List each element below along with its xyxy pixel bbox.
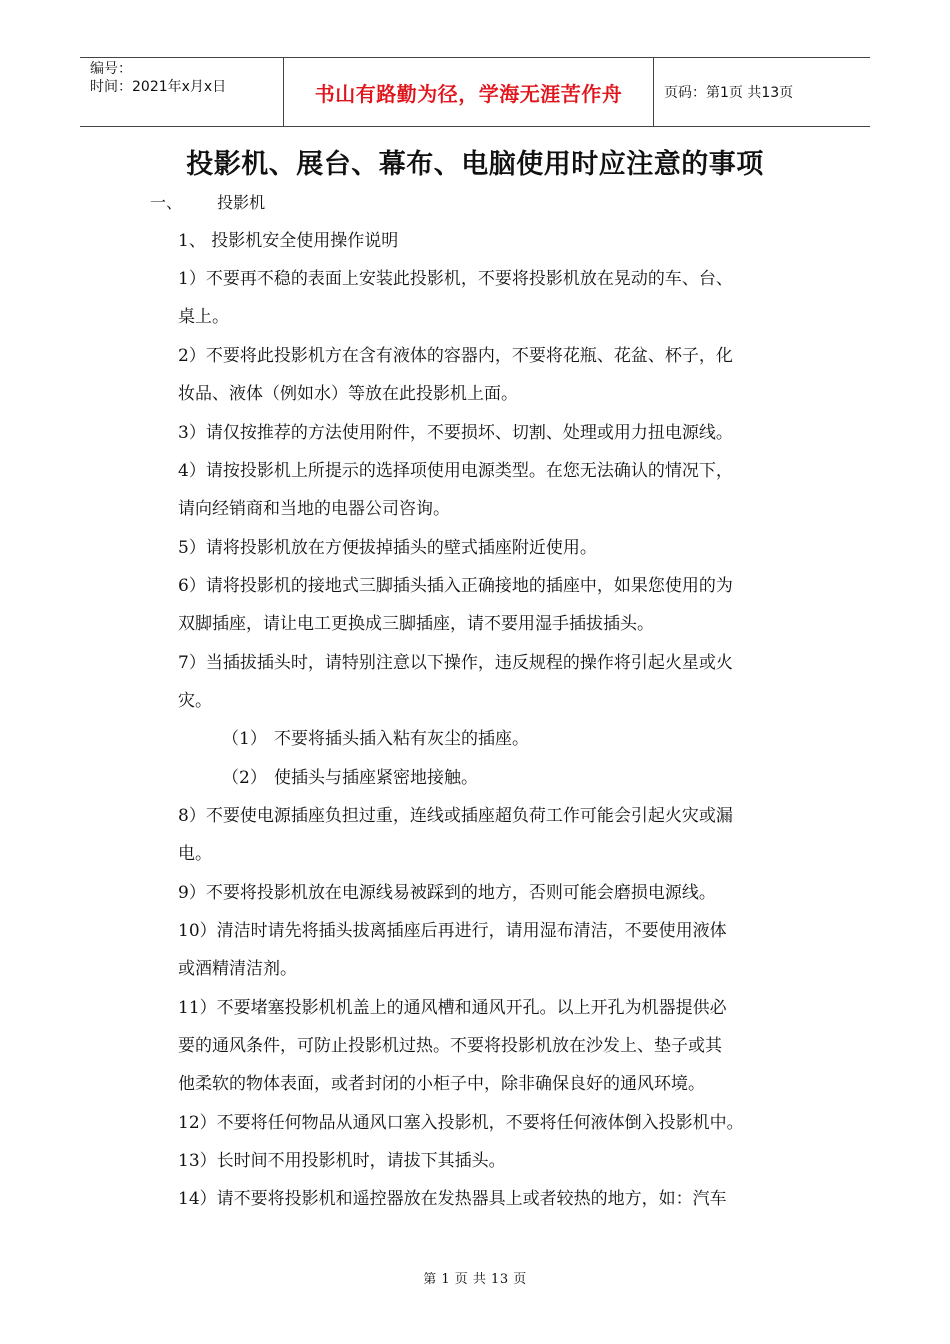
text-line: 9）不要将投影机放在电源线易被踩到的地方，否则可能会磨损电源线。 (178, 883, 716, 903)
page-footer: 第 1 页 共 13 页 (423, 1272, 527, 1287)
text-line: 或酒精清洁剂。 (178, 959, 297, 979)
text-line: 双脚插座，请让电工更换成三脚插座，请不要用湿手插拔插头。 (178, 614, 654, 634)
page-header (80, 57, 870, 127)
text-line: 5）请将投影机放在方便拔掉插头的壁式插座附近使用。 (178, 538, 597, 558)
text-line: 14）请不要将投影机和遥控器放在发热器具上或者较热的地方，如：汽车 (178, 1189, 727, 1209)
text-line: 1）不要再不稳的表面上安装此投影机，不要将投影机放在晃动的车、台、 (178, 269, 733, 289)
text-line: 桌上。 (178, 307, 229, 327)
sub-item-number: （1） (222, 729, 267, 749)
document-time-label: 时间：2021年x月x日 (90, 79, 227, 95)
document-number-label: 编号： (90, 61, 132, 77)
text-line: 电。 (178, 844, 212, 864)
text-line: 10）清洁时请先将插头拔离插座后再进行，请用湿布清洁，不要使用液体 (178, 921, 727, 941)
text-line: 6）请将投影机的接地式三脚插头插入正确接地的插座中，如果您使用的为 (178, 576, 733, 596)
text-line: 7）当插拔插头时，请特别注意以下操作，违反规程的操作将引起火星或火 (178, 653, 733, 673)
text-line: 要的通风条件，可防止投影机过热。不要将投影机放在沙发上、垫子或其 (178, 1036, 722, 1056)
text-line: 妆品、液体（例如水）等放在此投影机上面。 (178, 384, 518, 404)
text-line: 2）不要将此投影机方在含有液体的容器内，不要将花瓶、花盆、杯子，化 (178, 346, 733, 366)
section-number: 一、 (150, 193, 183, 212)
text-line: 1、 投影机安全使用操作说明 (178, 231, 399, 251)
text-line: 4）请按投影机上所提示的选择项使用电源类型。在您无法确认的情况下， (178, 461, 733, 481)
sub-item-text: 不要将插头插入粘有灰尘的插座。 (274, 729, 529, 749)
text-line: 12）不要将任何物品从通风口塞入投影机，不要将任何液体倒入投影机中。 (178, 1113, 744, 1133)
section-label: 投影机 (217, 193, 266, 212)
sub-item (222, 724, 529, 749)
text-line: 11）不要堵塞投影机机盖上的通风槽和通风开孔。以上开孔为机器提供必 (178, 998, 727, 1018)
text-line: 他柔软的物体表面，或者封闭的小柜子中，除非确保良好的通风环境。 (178, 1074, 705, 1094)
text-line: 请向经销商和当地的电器公司咨询。 (178, 499, 450, 519)
document-title: 投影机、展台、幕布、电脑使用时应注意的事项 (186, 149, 764, 180)
section-heading (150, 190, 265, 213)
text-line: 灾。 (178, 691, 212, 711)
header-page-label: 页码：第1页 共13页 (664, 85, 794, 101)
header-meta (80, 58, 283, 126)
sub-item-number: （2） (222, 768, 267, 788)
text-line: 8）不要使电源插座负担过重，连线或插座超负荷工作可能会引起火灾或漏 (178, 806, 733, 826)
text-line: 3）请仅按推荐的方法使用附件，不要损坏、切割、处理或用力扭电源线。 (178, 423, 733, 443)
header-motto: 书山有路勤为径，学海无涯苦作舟 (283, 58, 654, 126)
text-line: 13）长时间不用投影机时，请拔下其插头。 (178, 1151, 506, 1171)
sub-item-text: 使插头与插座紧密地接触。 (274, 768, 478, 788)
sub-item (222, 763, 478, 788)
